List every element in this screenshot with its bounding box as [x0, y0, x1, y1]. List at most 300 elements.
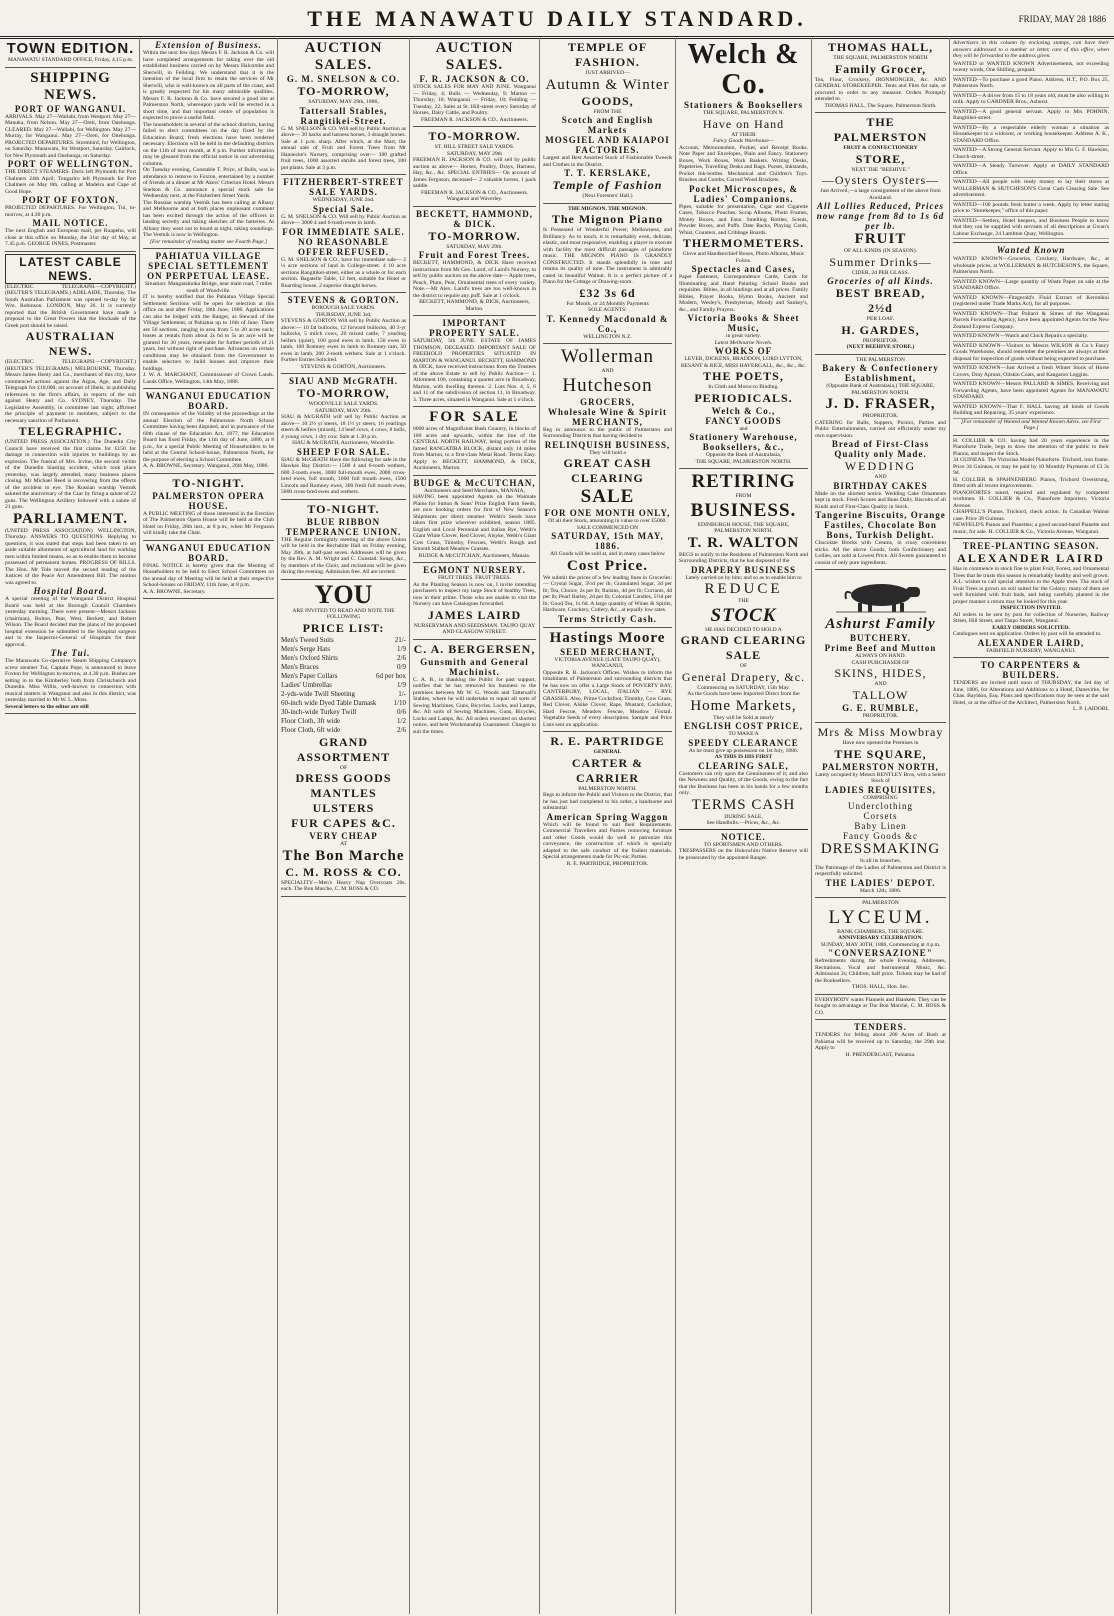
price-item: Men's Oxford Shirts [281, 653, 338, 662]
price-list-row [281, 699, 406, 708]
price-list-row [281, 717, 406, 726]
wellington-text: THE DIRECT STEAMERS. Doric left Plymouth for Port Chalmers 24th April; Tongariro left Plymouth for Port Chalmers on May 8th, calling at Madeira and Cape of Good Hope. [5, 169, 136, 195]
masthead [0, 0, 1114, 39]
mignon-price-sub: For Month, or 24 Monthly Payments [566, 300, 649, 307]
jackson-date: SATURDAY, MAY 29th [446, 150, 503, 157]
terms-cash: Terms Strictly Cash. [558, 613, 657, 624]
mignon-heading: The Mignon Piano [551, 212, 664, 226]
summer-drinks: Summer Drinks— [829, 254, 932, 269]
bergersen-text: C. A. B., in thanking the Public for past support, notifies that he has removed his business to the premises between Mr W. G. Woods and Tattersall's Stables, where he will undertake to repair all sorts of Sewing Machines, Guns, Bicycles, Locks, and Lamps, &c. All sorts of Sewing Machines, Guns, Bicycles, Locks and Lamps, &c. All orders executed on shortest notice, and best Workmanship Guaranteed. Charges to suit the times. [413, 676, 536, 735]
temple-heading: TEMPLE OF FASHION. [567, 40, 648, 69]
mowbray-square: THE SQUARE, [834, 746, 927, 761]
price-value: 1/10 [393, 698, 406, 707]
skins-hides: SKINS, HIDES, [834, 666, 927, 680]
wanted-known-ad: WANTED KNOWN—Visitors to Messrs WILSON & Co.'s Fancy Goods Warehouse, should remember the premises are always at their disposal for inspection of goods without being expected to purchase. [953, 342, 1109, 365]
bull-engraving-icon [836, 575, 926, 613]
partridge: R. E. PARTRIDGE [550, 734, 665, 748]
pahiatua-heading: PAHIATUA VILLAGE SPECIAL SETTLEMENT ON PERPETUAL LEASE. [147, 251, 270, 281]
carter-text: Begs to inform the Public and Visitors to the District, that he has just had completed to his order, a handsome and substantial [543, 792, 672, 811]
column-6 [676, 38, 812, 1614]
wanted-list [953, 60, 1109, 240]
siau-date: SATURDAY, MAY 29th. [315, 407, 372, 414]
price-list-row [281, 672, 406, 681]
price-item: Floor Cloth, 3ft wide [281, 716, 341, 725]
underclothing: Underclothing [848, 801, 913, 811]
cider: CIDER, 2d PER GLASS. [851, 269, 910, 276]
bon-marche: The Bon Marche [282, 847, 405, 864]
sheep-sale-heading: SHEEP FOR SALE. [296, 446, 391, 457]
rumble: G. E. RUMBLE, [842, 702, 919, 713]
sportsmen: TO SPORTSMEN AND OTHERS. [703, 841, 784, 848]
grand-of: OF [739, 663, 748, 669]
fruit-forest: Fruit and Forest Trees. [418, 250, 531, 260]
seed-merchant: SEED MERCHANT, [560, 646, 655, 657]
pahiatua-sub: Situation: Mangatainoka Bridge, near main road, 7 miles south of Woodville. [144, 281, 273, 294]
builders-heading: TO CARPENTERS & BUILDERS. [980, 660, 1082, 680]
kerslake: T. T. KERSLAKE, [564, 168, 651, 178]
dress-goods: DRESS GOODS [295, 771, 392, 785]
wanted-known-ad: WANTED KNOWN—Groceries, Crockery, Hardware, &c., at wholesale prices, at WOLLERMAN & HUTCHESON'S, the Square, Palmerston North. [953, 255, 1109, 278]
extension-text-3: On Tuesday evening, Constable T. Price, of Bulls, was in attendance to remove to Foxton, entertained by a number of friends at a dinner at Mr Akers' Criterion Hotel. Messrs Snelson & Co. announce a special stock sale for Wednesday next, at the Fitzherbert Street Yards. [143, 167, 274, 199]
price-list-row [281, 645, 406, 654]
inspection-text: All orders to be sent by post for collection of Nurseries, Railway Street, Hill Street, and Taupo Street, Wanganui. [953, 611, 1109, 624]
spectacles: Spectacles and Cases, [691, 264, 796, 274]
stevens-sign: STEVENS & GORTON, Auctioneers. [300, 363, 387, 370]
palmerston-label: PALMERSTON [833, 130, 928, 144]
grocers: GROCERS, [580, 396, 635, 407]
chappell-text: CHAPPELL'S Pianos. Trichord, check action. In Canadian Walnut case. Price 38 Guineas. [953, 509, 1109, 522]
tallow: TALLOW [852, 687, 909, 702]
jackson-sign: FREEMAN R. JACKSON & CO., Auctioneers. [420, 116, 529, 123]
price-list-row [281, 690, 406, 699]
poets-sub: In Cloth and Morocco Binding. [708, 384, 779, 390]
price-value: 6d per box [376, 671, 406, 680]
port-foxton: PORT OF FOXTON. [22, 195, 119, 205]
temple-2-sub: (Next Foresters' Hall.) [582, 193, 633, 199]
clearing-sale: CLEARING SALE, [698, 760, 789, 771]
mantles: MANTLES [310, 786, 377, 800]
price-item: Men's Tweed Suits [281, 635, 334, 644]
price-list-row [281, 654, 406, 663]
bread-price: 2½d [868, 301, 893, 315]
laird-text: Has in commence in stock fine to plant Fruit, Forest, and Ornamental Trees that he trusts this season is remarkably healthy and well grown. A.L. wishes to call special attention to the Apple trees. The stock of Fruit Trees is grown on soil suited for the Colony; many of them are well furnished with fruit buds, and being carefully planted in the proper manner a return may be looked for this year. [953, 566, 1109, 605]
fruit-label: FRUIT [854, 231, 907, 247]
stevens-text: STEVENS & GORTON Will sell by Public Auction as above:— 10 fat bullocks, 12 forward bullocks, 40 3-yr bullocks, 5 milch cows, 20 mixed cattle, 7 yearling heifers (quiet), 100 good ewes in lamb, 150 ewes in lamb, 100 Romney ewes in lamb to Romney ram, 50 ewes in lamb, 200 2-tooth wethers. Sale at 1 o'clock. Further Entries Solicited. [281, 318, 406, 363]
mail-notice: MAIL NOTICE. [32, 218, 109, 228]
price-value: 2/6 [397, 725, 406, 734]
egmont-text: As the Planting Season is now on, I invite intending purchasers to inspect my large Stock of healthy Trees, now in their prime. Those who are unable to visit the Nursery can have Catalogues forwarded. [413, 581, 536, 607]
price-item: Men's Paper Collars [281, 671, 338, 680]
ladies-requisites: LADIES REQUISITES, [824, 784, 937, 795]
beckett-sign: BECKETT, HAMMOND, & DICK, Auctioneers, Marton. [419, 299, 530, 312]
fraser: J. D. FRASER, [825, 396, 936, 412]
blue-ribbon-text: THE Regular fortnightly meeting of the above Union will be held in the Rechabite Hall on Friday evening, May 28th, at half-past seven. Addresses will be given by the Rev. A. M. Wright and C. Gunstad. Songs, &c., by members of the Choir, and recitations will be given during the evening. Admission free. All are invited. [281, 536, 406, 575]
conversazione-text: Refreshments during the whole Evening. Addresses, Recitations, Vocal and Instrumental Music, &c. Admission 2s; Children, half price. Tickets may be had of the Booksellers. [815, 958, 946, 984]
very-cheap: VERY CHEAP [309, 831, 378, 841]
auction-heading-2: AUCTION SALES. [435, 40, 514, 73]
anniversary: ANNIVERSARY CELEBRATION. [838, 935, 923, 941]
catering: CATERING for Balls, Suppers, Picnics, Parties and Public Entertainments, carried out efficiently under my own supervision. [815, 419, 946, 439]
everybody: EVERYBODY wants Flannels and Blankets. They can be bought to advantage at The Bon Marché, C. M. ROSS & CO. [815, 996, 946, 1016]
extension-text-4: The Russian warship Vestnik has been calling at Albany and Melbourne and at both places unpleasant comment has been excited through the action of the officers in landing secretly and taking sketches of the batteries. At Albany they went out to board at night, taking soundings. The Vestnik is now in Wellington. [143, 199, 274, 238]
mowbray-text-2: Lately occupied by Messrs BENTLEY Bros, with a Select Stock of [815, 771, 946, 784]
at-label: AT [340, 841, 347, 847]
columns [2, 38, 1112, 1614]
first-sale: AS THIS IS HIS FIRST [714, 754, 773, 760]
drapery-business: DRAPERY BUSINESS [690, 564, 797, 575]
builders-sign: L. P. LAIDOBL [1072, 706, 1109, 712]
town-edition-heading: TOWN EDITION. [6, 40, 135, 57]
wanted-known-ad: WANTED KNOWN—That Pollard & Simes of the Wanganui Parcels Forwarding Agency, have been appointed Agents for the New Zealand Express Company. [953, 310, 1109, 333]
lyceum: LYCEUM. [828, 906, 933, 928]
price-value: 0/9 [397, 662, 406, 671]
cable-text: (ELECTRIC TELEGRAPH.—COPYRIGHT.) (REUTER'S TELEGRAMS.) ADELAIDE, Thursday. The South Australian Parliament was opened to-day by Sir Wm. Robinson. LONDON, May 26. It is currently reported that the British Government have made a proposal to the Great Powers that the blockade of the Greek port should be raised. [5, 283, 136, 329]
stat-warehouse: Stationery Warehouse, Booksellers, &c., [689, 432, 798, 452]
butchery: BUTCHERY. [849, 633, 912, 643]
sunday: SUNDAY, MAY 30TH, 1886, Commencing at 4 p.m. [820, 941, 941, 948]
next-beehive: NEXT THE "BEEHIVE." [851, 166, 910, 173]
price-list-row [281, 726, 406, 735]
goods-imported: As the Goods have been Imported Direct from the [687, 691, 800, 697]
ladies-depot: THE LADIES' DEPOT. [825, 877, 936, 888]
wedding-and: AND [874, 474, 887, 480]
hall-text: Tea, Flour, Crockery, IRONMONGER, &c. AND GENERAL STOREKEEPER. Tents and Flies for sale, or procured to order to any measure. Orders Promptly attended to. [815, 76, 946, 102]
final-notice-sign: A. A. BROWNE, Secretary. [143, 588, 206, 595]
foxton-text: PROJECTED DEPARTURES. For Wellington, Tui, to-morrow, at 4.30 p.m. [5, 205, 136, 218]
bakery-sub: (Opposite Bank of Australasia,) THE SQUARE, PALMERSTON NORTH. [826, 383, 935, 396]
parliament-heading: PARLIAMENT. [12, 510, 129, 527]
beehive-store: (NEXT BEEHIVE STORE.) [846, 344, 915, 350]
victoria-books: Victoria Books & Sheet Music, [687, 313, 800, 333]
budge-sign: BUDGE & McCUTCHAN, Auctioneers, Manaia. [418, 552, 531, 559]
welch-heading: Welch & Co. [687, 39, 800, 100]
cable-heading: LATEST CABLE NEWS. [5, 254, 136, 284]
sthill-yards: ST. HILL STREET SALE YARDS. [434, 144, 515, 150]
sale-label: SALE [580, 486, 635, 507]
woodville-yards: WOODVILLE SALE YARDS. [308, 401, 379, 407]
mowbray: Mrs & Miss Mowbray [817, 725, 944, 739]
snelson-heading: G. M. SNELSON & CO. [286, 74, 401, 84]
guineas-text: 34 GUINEAS. The Victorian Model Pianoforte. Trichord, iron frame. Price 34 Guineas, or may be paid by 10 Monthly Payments of £3 3s 9d. [953, 457, 1109, 476]
retiring-from: FROM [735, 493, 752, 499]
waggon: American Spring Waggon [546, 811, 669, 822]
cakes-text: Made on the shortest notice. Wedding Cake Ornaments kept in stock. Fresh Scones and Buns Daily. Biscuits of all Kinds and of First-Class Quality in Stock. [815, 490, 946, 510]
tattersall: Tattersall Stables, Rangitikei-Street. [299, 105, 388, 126]
welch-square: THE SQUARE, PALMERSTON N. [703, 110, 784, 116]
price-item: 2-yds-wide Twill Sheeting [281, 689, 356, 698]
sheep-sale-text: SIAU & McGRATH Have the following for sale in the Hawkes Bay District:— 1500 4 and 6-tooth wethers, 600 2-tooth ewes, 3000 full-mouth ewes, 2000 cross-bred ewes, full mouth, 1000 full mouth ewes, 1500 Lincoln and Romney ewes, 300 fresh full mouth ewes, 5000 cross-bred ewes and wethers. [281, 456, 406, 495]
stock-dates: STOCK SALES FOR MAY AND JUNE. Wanganui — Friday, 4; Bulls — Wednesday, 9; Marton — Thursday, 10; Wanganui — Friday, 18; Feilding — Tuesday, 22; Sales at St. Hill-street every Saturday of Horses, Dairy Cattle, and Poultry. [413, 84, 536, 116]
column-5 [540, 38, 676, 1614]
wanted-known-list [953, 255, 1109, 419]
egmont-sub: FRUIT TREES. FRUIT TREES. [437, 575, 512, 581]
carter: CARTER & CARRIER [571, 755, 644, 785]
wholesale: Wholesale Wine & Spirit MERCHANTS, [548, 406, 667, 427]
shipping-text: ARRIVALS. May 27—Wallabi, from Westport. May 27—Manuka, from Nelson. May 27—Oreti, from Onehunga. CLEARED. May 27—Wallabi, for Wellington. May 27—Murray, for Wanganui. May 27—Oreti, for Onehunga. PROJECTED DEPARTURES. Stormbird, for Wellington, on Saturday. Manawatu, for Westport, Saturday. Gairloch, for New Plymouth and Onehunga, on Saturday. [5, 113, 136, 159]
goods-label: GOODS, [581, 93, 634, 108]
snelson-date: SATURDAY, MAY 29th, 1886, [308, 99, 379, 105]
waggon-text: Which will be found to suit their Requirements. Commercial Travellers and Parties removing furniture and other Goods would do well to patronize this conveyance, the construction of which is specially adapted to the safe conduct of the frailest materials. Special arrangements made for Pic-nic Parties. [543, 821, 672, 860]
spahn-text: H. COLLIER & SPAHNENBERG Pianos, Trichord Overstrung, fitted with all recent improvements. [953, 476, 1109, 489]
mignon-top: THE MIGNON. THE MIGNON. [568, 205, 647, 212]
handbills: See Handbills.—Prices, &c., &c. [706, 820, 781, 826]
relinquish-text: Beg to announce to the public of Palmerston and Surrounding Districts that having decided to [543, 426, 672, 439]
grand-assortment: GRAND ASSORTMENT [296, 734, 391, 764]
walton: T. R. WALTON [687, 534, 800, 551]
stevens-date: THURSDAY, JUNE 3rd, [315, 311, 372, 318]
baby-linen: Baby Linen [854, 821, 907, 831]
all-goods: All Goods will be sold at, and in many cases below [550, 551, 665, 557]
dressmaking: DRESSMAKING [820, 841, 941, 857]
port-wanganui: PORT OF WANGANUI. [14, 103, 127, 114]
siau-tomorrow: TO-MORROW, [297, 386, 390, 400]
mowbray-text: Have now opened the Premises in [842, 740, 919, 746]
home-markets: Home Markets, [690, 697, 797, 714]
immediate-text: G. M. SNELSON & CO., have for immediate sale— 2 ¼ acre sections of land in College-street. 4 10 acre sections Rangitikei-street, either as a whole or for each section. Bagatelle Table, 12 feet, suitable for Hotel or Boarding house. 2 superior draught horses. [281, 256, 406, 289]
extension-text-2: The householders in several of the school districts, having failed to elect committees on the day fixed by the Education Board, fresh elections have been rendered necessary. Elections will be held in the defaulting districts on the 11th of next month, at 8 p.m. Further information may be gleaned from the official notice in our advertising columns. [143, 121, 274, 167]
prime-beef: Prime Beef and Mutton [824, 643, 937, 653]
siau-heading: SIAU AND McGRATH. [288, 376, 399, 386]
extension-text-1: Within the next few days Messrs F. R. Jackson & Co. will have completed arrangements for taking over the old established business carried on by Messrs Halcombe and Sherwill, in Feilding. We understand that it is the intention of the local firm to retain the services of Mr Sherwill, who is well-known on all parts of the coast, and is greatly respected for his many admirable qualities. Messrs F. R. Jackson & Co. have secured a good site at Palmerston North, whereupon yards will be erected in a short time, and that important centre of population is expected to prove a useful field. [143, 50, 274, 121]
commenced-date: SATURDAY, 15th MAY, 1886. [551, 531, 664, 551]
jackson-sign-2: FREEMAN R. JACKSON & CO., Auctioneers. Wanganui and Waverley. [420, 189, 529, 202]
wanted-ad: WANTED—All people with ready money to lay their stores at WOLLERMAN & HUTCHESON'S Great Cash Clearing Sale. See advertisement. [953, 178, 1109, 201]
early-orders: EARLY ORDERS SOLICITED. [992, 624, 1070, 631]
snelson-tomorrow: TO-MORROW, [297, 84, 390, 98]
pocket-microscopes: Pocket Microscopes, & Ladies' Companions. [688, 183, 799, 204]
depot-date: March 12th, 1886. [859, 887, 902, 894]
australian-text: (ELECTRIC TELEGRAPH.—COPYRIGHT.) (REUTER'S TELEGRAMS.) MELBOURNE, Thursday. Messrs James Henty and Co., merchants of this city, have commenced actions against the Argus, Age, and Daily Telegraph for £10,000, on account of libels, in publishing references to the firm's affairs, in reports of the suit against Henty and Co. SYDNEY, Thursday. The Legislative Assembly, in committee last night, affirmed the principle of payment to members, subject to the necessary sanction of Parliament. [5, 359, 136, 424]
column-1 [2, 38, 140, 1614]
stationers: Stationers & Booksellers [684, 100, 803, 110]
wanted-ad: WANTED—A Steady Turnover. Apply at DAILY STANDARD Office. [953, 162, 1109, 178]
ads-note: Advertisers in this column by enclosing stamps, can have their answers addressed to a number or letter, care of this office, when they will be forwarded to the address given. [953, 40, 1109, 59]
lately: Lately carried on by him; and so as to enable him to [685, 574, 802, 581]
welch-list-2: Pipes, suitable for presentation, Cigar and Cigarette Cases, Tobacco Pouches. Scrap Albums, Photo Frames, Money Boxes, and Fans. Smelling Bottles, Scents, Powder Boxes, and Puffs. Date Racks, Playing Cards, Whist, Counters, and Cribbage Boards. [679, 203, 808, 236]
price-value: 1/- [398, 689, 406, 698]
invited-text: ARE INVITED TO READ AND NOTE THE FOLLOWING [292, 607, 395, 620]
reduce: REDUCE [704, 581, 783, 597]
conversazione: "CONVERSAZIONE" [828, 948, 933, 958]
budge-heading: BUDGE & McCUTCHAN, [413, 477, 536, 488]
wanted-ad: WANTED—100 pounds fresh butter a week. Apply by letter stating price to "Storekeeper," office of this paper. [953, 201, 1109, 217]
you-heading: YOU [314, 579, 373, 609]
one-month: FOR ONE MONTH ONLY, [544, 508, 671, 518]
hutcheson: Hutcheson [562, 374, 653, 396]
price-value: 2/6 [397, 653, 406, 662]
rumble-prop: PROPRIETOR. [862, 712, 899, 719]
jackson-tomorrow: TO-MORROW. [428, 129, 521, 143]
price-value: 0/6 [397, 707, 406, 716]
tangerine: Tangerine Biscuits, Orange Fastiles, Chocolate Bon Bons, Turkish Delight. [815, 510, 946, 540]
wanted-known-ad: WANTED KNOWN—Large quantity of Waste Paper on sale at the STANDARD Office. [953, 278, 1109, 294]
tonight-heading: TO-NIGHT. [172, 475, 245, 490]
jackson-text: FREEMAN R. JACKSON & CO. will sell by public auction as above— Horses, Poultry, Drays, Harness, Hay, &c., &c. SPECIAL ENTRIES— On account of James Ferguson, deceased— 2 valuable horses, 1 pack saddle. [413, 157, 536, 189]
partridge-general: GENERAL [593, 749, 622, 755]
wanted-ad: WANTED—Settlers, Hotel keepers, and Business People to know that they can be supplied with servants of all descriptions at Gwan's Labour Exchange, 24 Lambton Quay, Wellington. [953, 217, 1109, 240]
wanted-known-ad: WANTED KNOWN—Watch and Clock Repairs a specialty. [953, 332, 1109, 342]
commenced: SALE COMMENCED ON [576, 524, 639, 531]
pianofortes-text: PIANOFORTES tuned, repaired and regulated by competent workmen. H. COLLIER & Co., Pianoforte Importers, Victoria Avenue. [953, 489, 1109, 509]
laird-sub: NURSERYMAN AND SEEDSMAN. TAUPO QUAY AND GLASGOW STREET. [413, 622, 536, 635]
commencing: Commencing on SATURDAY, 15th May. [697, 684, 790, 691]
price-list-row [281, 681, 406, 690]
cost-text: We submit the prices of a few leading lines in Groceries:— Crystal Sugar, 3½d per lb; Granulated Sugar, 3d per lb; Tea, Choice, 2s per lb; Raisins, 4d per lb; Currants, 4d per lb; Pearl Barley, 2d per lb; Colonial Candles, 5½d per lb; Good Tea, 1s 6d. A large quantity of Wines & Spirits, Hardware, Crockery, Cutlery, &c., at equally low rates. [543, 574, 672, 613]
wanted-known-ad: WANTED KNOWN—Fitzgerald's Fluid Extract of Keronikoi (registered under Trade Marks Act), for all purposes. [953, 294, 1109, 310]
sole-agents: SOLE AGENTS: [588, 307, 627, 313]
terms-cash-2: TERMS CASH [691, 796, 796, 813]
price-value: 1/9 [397, 644, 406, 653]
laird-sign: ALEXANDER LAIRD, [977, 637, 1085, 648]
relinquish: RELINQUISH BUSINESS, [544, 439, 671, 450]
wanted-known-ad: WANTED KNOWN—Just Arrived a fresh Winter Stock of Horse Covers, Dray Aprons, Oilskin Coats, and Kangaroo Leggins. [953, 364, 1109, 380]
telegraphic-heading: TELEGRAPHIC. [18, 424, 123, 438]
tree-planting: TREE-PLANTING SEASON. [962, 541, 1100, 551]
bergersen-heading: C. A. BERGERSEN, [413, 641, 536, 656]
beckett-heading: BECKETT, HAMMOND, & DICK. [415, 208, 534, 229]
price-value: 1/9 [397, 680, 406, 689]
column-3 [278, 38, 410, 1614]
siau-text: SIAU & McGRATH will sell by Public Auction as above— 10 2½ yr steers, 18 1½ yr steers, 16 yearlings steers & heifers (mixed), 14 beef cows, 4 cows, 8 bulls, 4 young cows, 1 dry cow. Sale at 1.30 p.m. [281, 414, 406, 440]
partridge-town: PALMERSTON NORTH. [578, 785, 637, 792]
hall-sub: THE SQUARE, PALMERSTON NORTH [833, 55, 928, 61]
during-sale: DURING SALE, [724, 813, 763, 820]
masthead-date: FRIDAY, MAY 28 1886 [1018, 14, 1106, 24]
port-wellington: PORT OF WELLINGTON. [7, 159, 134, 169]
blue-ribbon-tonight: TO-NIGHT. [307, 501, 380, 516]
tangerine-text: Chocolate Blocks with Creams, in crusy convenient sticks. All the above Goods, both Confectionery and Lollies, are sold at Lowest Price. All Sweets guaranteed to consist of only pure ingredients. [815, 540, 946, 566]
special-sale: Special Sale. [312, 203, 374, 214]
walton-text: BEGS to notify to the Residents of Palmerston North and Surrounding Districts, that he has disposed of the [679, 551, 808, 564]
price-value: 1/2 [397, 716, 406, 725]
macdonald-city: WELLINGTON N.Z. [583, 333, 632, 340]
tui-heading: The Tui. [50, 648, 91, 658]
reduce-the: THE [738, 598, 749, 604]
borough-yards: BOROUGH SALE YARDS. [311, 305, 376, 311]
from-the: FROM THE [593, 108, 622, 115]
wanted-continued: [For remainder of Wanted and Wanted Known Advts. see First Page.] [961, 418, 1101, 431]
just-arrived: JUST ARRIVED— [585, 70, 630, 76]
fitzherbert-heading: FITZHERBERT-STREET SALE YARDS. [283, 177, 404, 197]
ulsters: ULSTERS [312, 801, 375, 815]
birthday: BIRTHDAY CAKES [833, 480, 928, 491]
notice: NOTICE. [721, 831, 766, 842]
wanted-ad: WANTED—A good general servant. Apply to Mrs POHNIN, Rangitikei-street. [953, 108, 1109, 124]
fruit-conf: FRUIT & CONFECTIONERY [843, 145, 918, 151]
opera-text: A PUBLIC MEETING of those interested in the Erection of The Palmerston Opera House will be held at the Club Hotel on Friday, 28th inst., at 8 p.m., when Mr Ferguson will kindly take the Chair. [143, 510, 274, 536]
welch-2: Welch & Co., [711, 405, 776, 416]
the-poets: THE POETS, [703, 369, 784, 383]
oysters-sub: Just Arrived,—a large consignment of the above from Auckland. [820, 188, 941, 201]
no-reasonable: NO REASONABLE OFFER REFUSED. [297, 236, 389, 257]
siau-sign: SIAU & McGRATH, Auctioneers, Woodville. [291, 440, 396, 446]
wanted-ad: WANTED—By a respectable elderly woman a situation as Housekeeper to a widower, or working housekeeper. Address A. K., STANDARD Office. [953, 124, 1109, 147]
wanganui-board-heading: WANGANUI EDUCATION BOARD. [145, 391, 272, 411]
fancy-goods: Fancy Goods &c [843, 831, 918, 841]
thermo-text: Glove and Handkerchief Boxes, Photo Albums, Music Folios. [682, 251, 805, 264]
price-list [281, 636, 406, 735]
customers-text: Customers can rely upon the Genuineness of it; and also the Newness and Quality, of the Goods, owing to the fact that the Business has been in his hands for a few months only. [679, 770, 808, 796]
fancy-warehouse: Fancy Goods Warehouse— [713, 138, 774, 144]
column-7 [812, 38, 950, 1614]
masthead-title: THE MANAWATU DAILY STANDARD. [307, 6, 807, 31]
english-cost: ENGLISH COST PRICE, [683, 721, 804, 731]
laird-name: JAMES LAIRD [427, 607, 522, 622]
welch-and: and [739, 425, 748, 432]
wanted-known-ad: WANTED KNOWN—That F. HALL having all kinds of Goods Building and Repairing, 35 years' experience. [953, 403, 1109, 419]
stock: STOCK [710, 604, 777, 626]
opera-heading: PALMERSTON OPERA HOUSE. [152, 490, 265, 511]
scotch-english: Scotch and English Markets [561, 115, 654, 135]
grand-of: OF [339, 764, 348, 771]
speciality-text: SPECIALITY—Men's Heavy Nap Overcoats 20s. each. The Bon Marche, C. M. ROSS & CO. [281, 879, 406, 892]
tenders-heading: TENDERS. [854, 1022, 907, 1032]
important-heading: IMPORTANT PROPERTY SALE. [429, 318, 520, 338]
price-item: Ladies' Umbrellas [281, 680, 332, 689]
forsale-text: 6000 acres of Magnificent Bush Country, in blocks of 100 acres and upwards, within the line of the CENTRAL NORTH RAILWAY, being portion of the famed RANGATIRA BLOCK, distant only 14 miles from Marton, to a first-class Metal Road. Terms Easy. Apply to BECKETT, HAMMOND, & DICK, Auctioneers, Marton. [413, 426, 536, 471]
stevens-heading: STEVENS & GORTON. [287, 295, 400, 305]
mignon-price: £32 3s 6d [579, 285, 636, 300]
column-8 [950, 38, 1112, 1614]
wanganui-board-text: IN consequence of the Validity of the proceedings at the annual Election of the Palmerston North School Committee having been disputed, and in pursuance of the 60th clause of the Education Act, 1877, the Education Board has fixed Friday, the 11th day of June, 1886, at 8 p.m., for a special Public Meeting of Householders to be held at the Central School-house, Palmerston North, for the purpose of electing a School Committee. [143, 411, 274, 463]
auction-heading: AUCTION SALES. [304, 40, 383, 73]
beckett-date: SATURDAY, MAY 29th. [446, 243, 503, 250]
great-variety: in great variety. [726, 333, 761, 339]
retiring: RETIRING [691, 471, 796, 492]
inspection: INSPECTION INVITED. [1000, 605, 1062, 611]
corsets: Corsets [863, 811, 898, 821]
laird-big: ALEXANDER LAIRD [957, 551, 1105, 565]
store-label: STORE, [855, 151, 906, 166]
pahiatua-text: IT is hereby notified that the Pahiatua Village Special Settlement Sections will be open for selection at this office on and after Friday, 18th June, 1886. Applications can also be lodged with the Ranger, as Steward of the Village Settlement, at Pahiatua up to 16th of June. There are 56 sections, ranging in area from 5 to 20 acres each; leases at rentals from about 2s 6d to 5s an acre will be granted for 30 years, renewable for further periods of 21 years, but without right of purchase. Advances on certain conditions may be obtained from the Government to enable selectors to build houses and improve their holdings. [143, 294, 274, 372]
macdonald: T. Kennedy Macdonald & Co., [546, 313, 669, 334]
collier-text: H. COLLIER & CO. having had 20 years experience in the Pianoforte Trade, begs to draw the attention of the public to their Pianos, and inspect the Stock. [953, 437, 1109, 457]
bread-quality: Bread of First-Class Quality only Made. [831, 439, 930, 459]
autumn-winter: Autumn & Winter [545, 76, 670, 93]
decided: HE HAS DECIDED TO HOLD A [705, 626, 782, 633]
trespass-text: TRESPASSERS on the Hokowhitu Native Reserve will be prosecuted by the appointed Ranger. [679, 848, 808, 861]
seasons: OF ALL KINDS (IN SEASON). [844, 248, 917, 254]
ross-co: C. M. ROSS & CO. [285, 864, 402, 879]
hastings-moore: Hastings Moore [549, 629, 666, 646]
column-2 [140, 38, 278, 1614]
cost-price: Cost Price. [567, 557, 648, 574]
month-text: Of all their Stock, amounting in value to over £5000. [548, 518, 667, 524]
budge-sub: Auctioneers and Seed Merchants, MANAIA, [424, 487, 525, 494]
price-list-row [281, 708, 406, 717]
forsale-heading: FOR SALE [429, 409, 520, 425]
footer-note: Several letters to the editor are still [5, 703, 89, 710]
wanted-ad: WANTED or WANTED KNOWN Advertisements, not exceeding twenty words, One Shilling, prepaid. [953, 60, 1109, 76]
price-list-row [281, 636, 406, 645]
bakery-top: THE PALMERSTON [856, 356, 905, 363]
welch-square-2: THE SQUARE, PALMERSTON NORTH. [695, 458, 792, 465]
hold-label: They will hold a [589, 449, 626, 456]
wanted-known-heading: Wanted Known [996, 245, 1066, 255]
periodicals: PERIODICALS. [694, 390, 793, 405]
fur-capes: FUR CAPES &C. [291, 816, 396, 830]
builders-text: TENDERS are invited until noon of THURSDAY, the 3rd day of June, 1886, for Alterations and Additions to a Hotel, Danevirke, for Chas. Bayldon, Esq. Plans and specifications may be seen at the said Hotel, or at the office of the Architect, Palmerston North. [953, 680, 1109, 706]
always-on-hand: ALWAYS ON HAND. [855, 653, 906, 659]
australian-heading: AUSTRALIAN NEWS. [25, 329, 116, 358]
groceries: Groceries of all Kinds. [827, 276, 934, 286]
wedding: WEDDING [844, 459, 917, 473]
must-give: As he must give up possession on 1st July, 1886. [688, 747, 799, 754]
parliament-text: (UNITED PRESS ASSOCIATION) WELLINGTON, Thursday. ANSWERS TO QUESTIONS. Replying to questions, it was stated that steps had been taken to set aside suitable allotments of agricultural land for working men within limited means, so as to enable them to become possessed of permanent homes. PROGRESS OF BILLS. The Hon. Mr Tole moved the second reading of the Justices of the Peace Act Amendment Bill. The motion was agreed to. [5, 527, 136, 586]
newfeld-text: NEWFELD'S Pianos and Pianettes; a good second-hand Pianette and music, for sale. H. COLLIER & Co., Victoria Avenue, Wanganui. [953, 522, 1109, 535]
extension-heading: Extension of Business. [155, 40, 262, 50]
shipping-heading: SHIPPING NEWS. [30, 69, 111, 103]
